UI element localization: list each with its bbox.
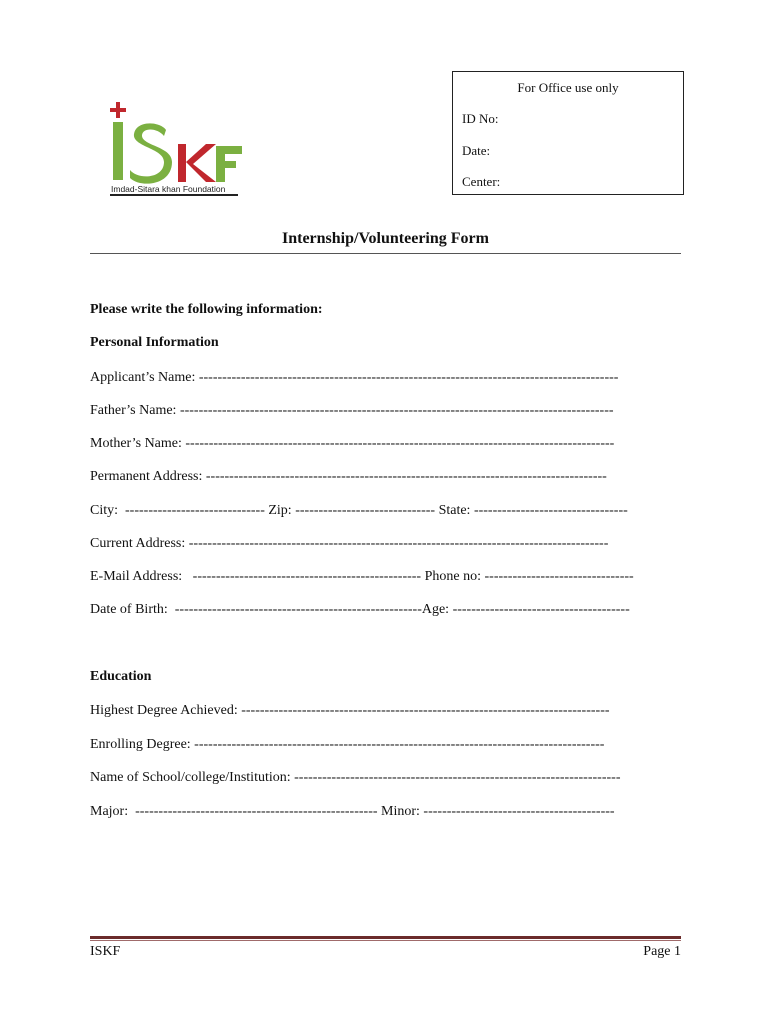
office-use-box <box>452 71 684 195</box>
footer-divider-thin <box>90 940 681 941</box>
education-heading: Education <box>90 669 152 684</box>
footer-org-name: ISKF <box>90 944 121 959</box>
office-date-label: Date: <box>462 143 491 158</box>
dob-age-field[interactable]: Date of Birth: -----------------------------------------------------Age: -------------------------------------- <box>90 602 630 617</box>
instruction-text: Please write the following information: <box>90 302 323 317</box>
page-number: Page 1 <box>643 944 681 959</box>
city-zip-state-field[interactable]: City: ------------------------------ Zip: ------------------------------ State: --------------------------------- <box>90 503 628 518</box>
personal-information-heading: Personal Information <box>90 335 219 350</box>
institution-field[interactable]: Name of School/college/Institution: ---------------------------------------------------------------------- <box>90 770 621 785</box>
iskf-logo <box>108 100 248 200</box>
enrolling-degree-field[interactable]: Enrolling Degree: ---------------------------------------------------------------------------------------- <box>90 737 605 752</box>
office-box-title: For Office use only <box>517 80 619 95</box>
applicant-name-field[interactable]: Applicant’s Name: ------------------------------------------------------------------------------------------ <box>90 370 619 385</box>
father-name-field[interactable]: Father’s Name: --------------------------------------------------------------------------------------------- <box>90 403 614 418</box>
office-center-label: Center: <box>462 174 501 189</box>
footer-divider <box>90 936 681 939</box>
office-id-label: ID No: <box>462 111 499 126</box>
mother-name-field[interactable]: Mother’s Name: -------------------------------------------------------------------------------------------- <box>90 436 615 451</box>
major-minor-field[interactable]: Major: ---------------------------------------------------- Minor: ----------------------------------------- <box>90 804 615 819</box>
email-phone-field[interactable]: E-Mail Address: ------------------------------------------------- Phone no: -------------------------------- <box>90 569 634 584</box>
form-title: Internship/Volunteering Form <box>282 230 489 247</box>
permanent-address-field[interactable]: Permanent Address: -------------------------------------------------------------------------------------- <box>90 469 607 484</box>
current-address-field[interactable]: Current Address: ------------------------------------------------------------------------------------------ <box>90 536 609 551</box>
logo-caption: Imdad-Sitara khan Foundation <box>111 184 226 194</box>
highest-degree-field[interactable]: Highest Degree Achieved: ------------------------------------------------------------------------------- <box>90 703 610 718</box>
title-divider <box>90 253 681 254</box>
